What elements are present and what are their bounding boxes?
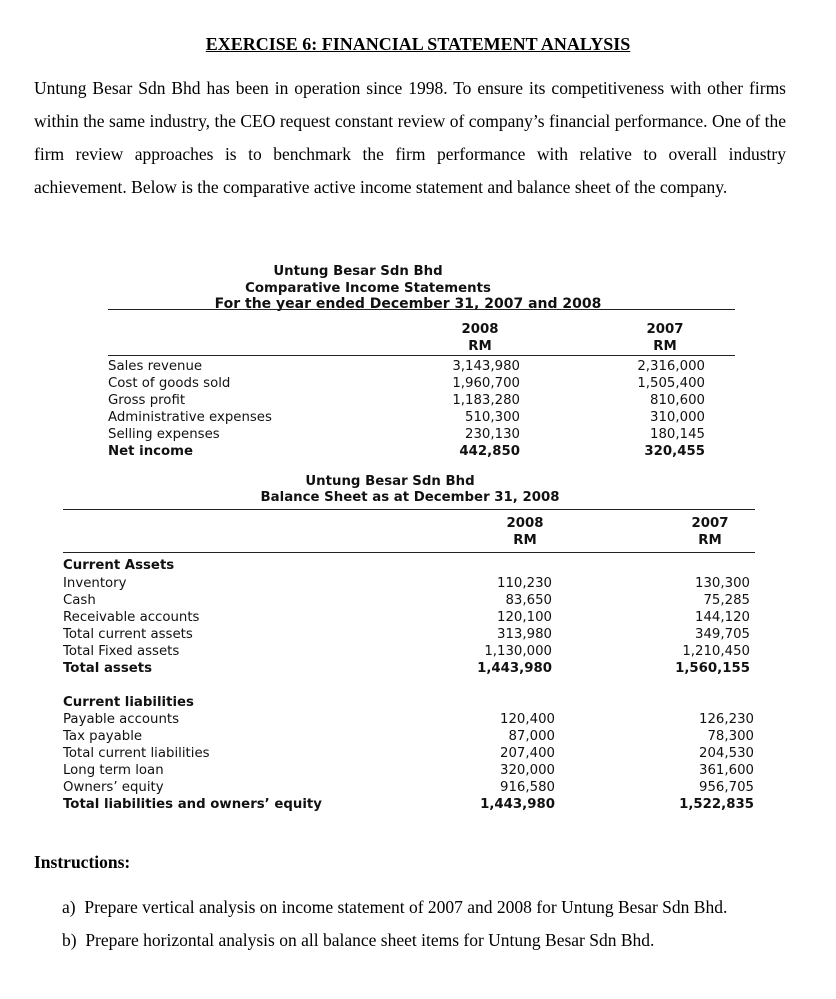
income-company: Untung Besar Sdn Bhd [273,264,443,279]
instruction-item: a) Prepare vertical analysis on income statement of 2007 and 2008 for Untung Besar Sdn Bhd. [62,897,728,917]
table-row [0,392,836,409]
row-label: Gross profit [108,393,186,408]
table-row [0,575,836,592]
value-2007: 75,285 [703,593,750,608]
divider [108,309,735,310]
row-label: Net income [108,444,194,459]
table-row [0,426,836,443]
value-2007: 956,705 [699,780,754,795]
value-2007: 320,455 [644,444,705,459]
value-2007: 1,505,400 [637,376,705,391]
value-2007: 1,522,835 [679,797,754,812]
value-2008: 510,300 [465,410,520,425]
intro-paragraph: Untung Besar Sdn Bhd has been in operation since 1998. To ensure its competitiveness with other firms within the same industry, the CEO request constant review of company’s financial performance. One of the firm review approaches is to benchmark the firm performance with relative to overall industry achievement. Below is the comparative active income statement and balance sheet of the company. [34,78,786,197]
value-2008: 313,980 [497,627,552,642]
value-2007: 204,530 [699,746,754,761]
income-period: For the year ended December 31, 2007 and 2008 [214,296,602,312]
divider [63,509,755,510]
table-row [0,358,836,375]
value-2008: 1,443,980 [477,661,552,676]
row-label: Cost of goods sold [108,376,231,391]
col-2007: 2007 [691,516,729,531]
table-row [0,660,836,677]
value-2008: 83,650 [505,593,552,608]
table-row [0,409,836,426]
row-label: Tax payable [63,729,143,744]
row-label: Cash [63,593,96,608]
liabilities-heading: Current liabilities [63,695,194,710]
exercise-title: EXERCISE 6: FINANCIAL STATEMENT ANALYSIS [205,34,631,54]
table-row [0,443,836,460]
row-label: Inventory [63,576,127,591]
value-2007: 180,145 [650,427,705,442]
value-2007: 349,705 [695,627,750,642]
value-2008: 1,183,280 [452,393,520,408]
income-title: Comparative Income Statements [245,281,491,296]
value-2008: 230,130 [465,427,520,442]
value-2007: 78,300 [707,729,754,744]
value-2008: 87,000 [508,729,555,744]
value-2007: 144,120 [695,610,750,625]
value-2007: 810,600 [650,393,705,408]
value-2008: 1,130,000 [484,644,552,659]
row-label: Total Fixed assets [63,644,180,659]
value-2008: 110,230 [497,576,552,591]
value-2007: 2,316,000 [637,359,705,374]
row-label: Receivable accounts [63,610,200,625]
value-2008: 320,000 [500,763,555,778]
value-2008: 120,400 [500,712,555,727]
table-row [0,762,836,779]
row-label: Sales revenue [108,359,203,374]
value-2007: 126,230 [699,712,754,727]
value-2007: 310,000 [650,410,705,425]
col-2008: 2008 [461,322,499,337]
table-row [0,609,836,626]
table-row [0,745,836,762]
value-2008: 3,143,980 [452,359,520,374]
assets-heading: Current Assets [63,558,175,573]
table-row [0,643,836,660]
row-label: Total assets [63,661,153,676]
table-row [0,375,836,392]
table-row [0,592,836,609]
divider [63,552,755,553]
row-label: Long term loan [63,763,164,778]
value-2008: 120,100 [497,610,552,625]
divider [108,355,735,356]
balance-company: Untung Besar Sdn Bhd [305,474,475,489]
value-2007: 130,300 [695,576,750,591]
value-2008: 442,850 [459,444,520,459]
col-2008-unit: RM [468,339,492,354]
value-2008: 1,443,980 [480,797,555,812]
value-2008: 916,580 [500,780,555,795]
col-2008-unit: RM [513,533,537,548]
value-2007: 1,560,155 [675,661,750,676]
value-2008: 1,960,700 [452,376,520,391]
table-row [0,779,836,796]
instruction-item: b) Prepare horizontal analysis on all balance sheet items for Untung Besar Sdn Bhd. [62,930,655,950]
value-2007: 1,210,450 [682,644,750,659]
row-label: Payable accounts [63,712,180,727]
row-label: Owners’ equity [63,780,164,795]
row-label: Administrative expenses [108,410,272,425]
col-2007-unit: RM [698,533,722,548]
balance-title: Balance Sheet as at December 31, 2008 [260,490,560,505]
col-2007-unit: RM [653,339,677,354]
table-row [0,796,836,813]
col-2008: 2008 [506,516,544,531]
row-label: Total current assets [63,627,193,642]
row-label: Selling expenses [108,427,220,442]
row-label: Total current liabilities [63,746,210,761]
table-row [0,711,836,728]
value-2008: 207,400 [500,746,555,761]
table-row [0,728,836,745]
value-2007: 361,600 [699,763,754,778]
row-label: Total liabilities and owners’ equity [63,797,322,812]
table-row [0,626,836,643]
instructions-heading: Instructions: [34,852,131,872]
col-2007: 2007 [646,322,684,337]
